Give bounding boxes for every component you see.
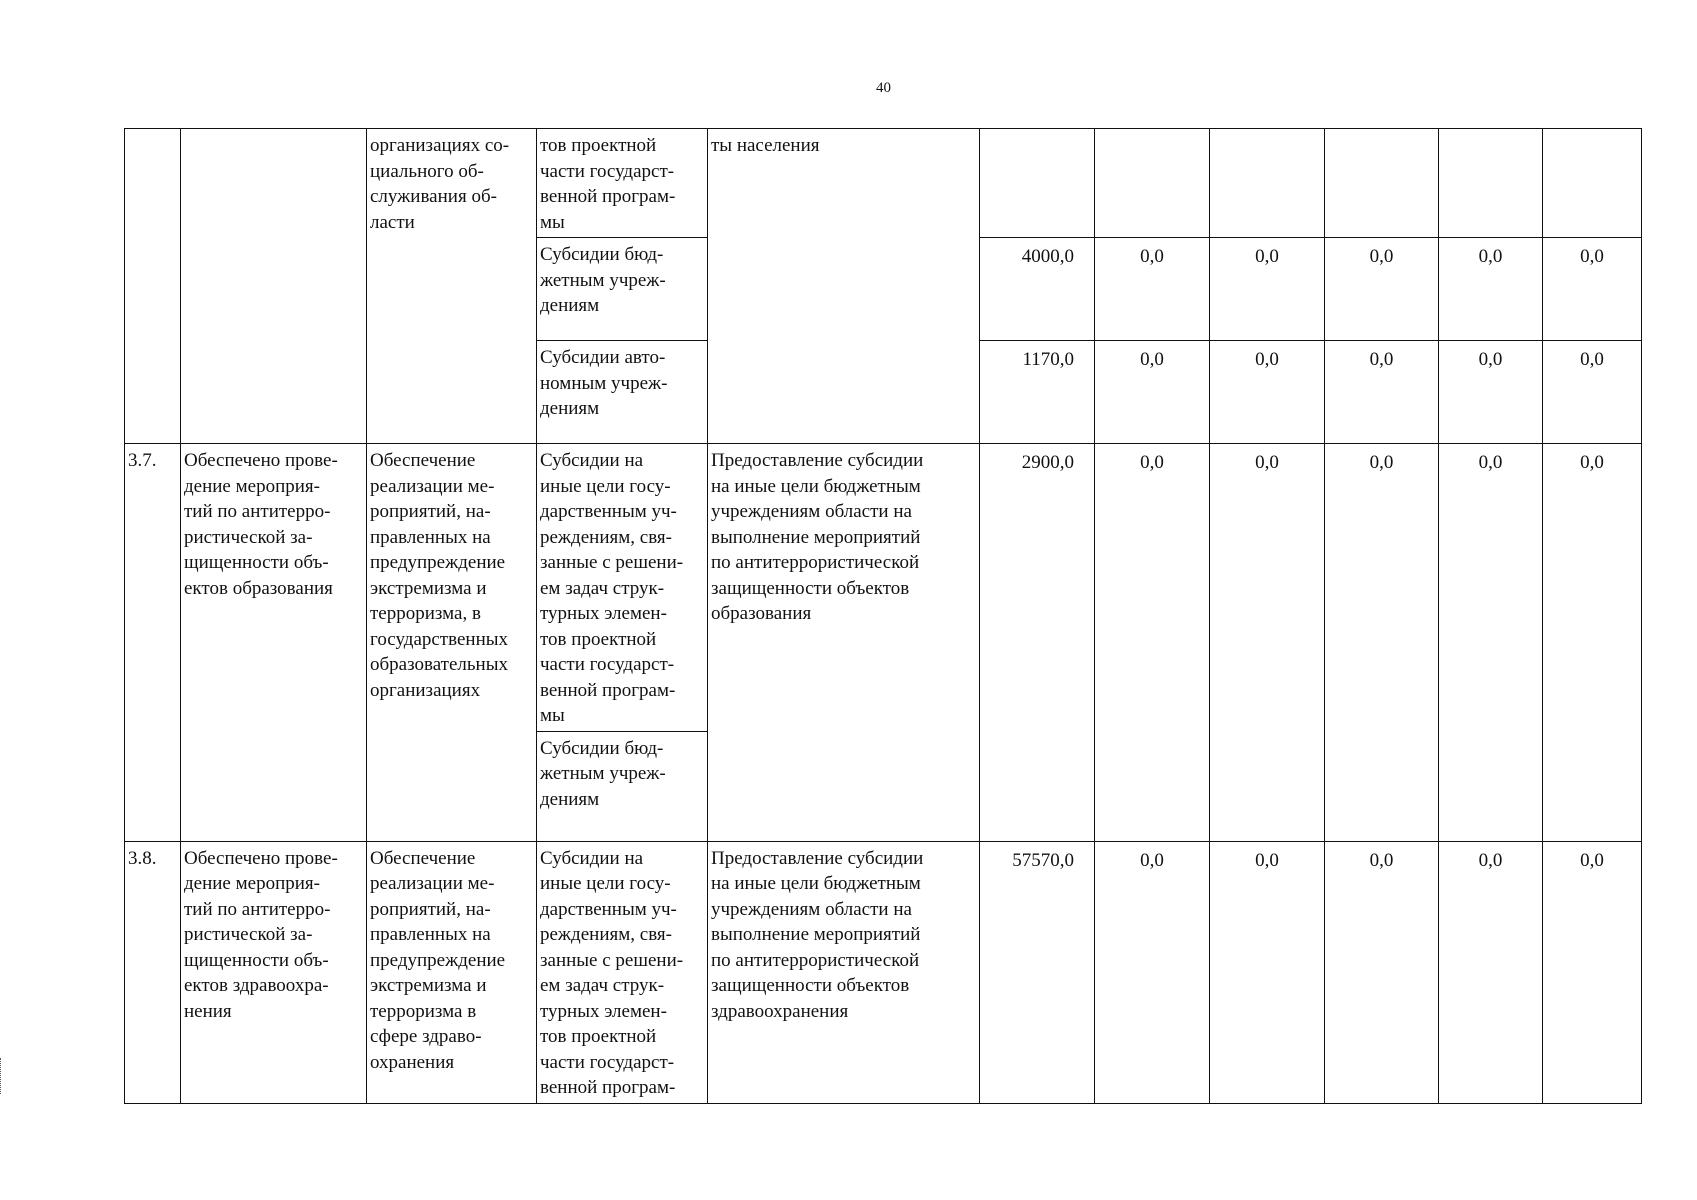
cell-description xyxy=(708,444,980,842)
cell-value-year: 0,0 xyxy=(1439,444,1543,842)
cell-value-year: 0,0 xyxy=(1543,238,1642,341)
table-row-3-7 xyxy=(125,444,1642,732)
table-row-3-8 xyxy=(125,841,1642,1103)
table-row-continuation xyxy=(125,129,1642,238)
cell-value-year: 0,0 xyxy=(1325,444,1439,842)
cell-value-year: 0,0 xyxy=(1325,238,1439,341)
cell-value-year: 0,0 xyxy=(1543,841,1642,1103)
funding-type-text: Субсидии на иные цели госу- дарственным уч- реждениям, свя- занные с решени- ем задач струк- турных элемен- тов проектной части государст- венной програм- мы xyxy=(540,450,684,726)
cell-value-year: 0,0 xyxy=(1095,238,1210,341)
description-text: Предоставление субсидии на иные цели бюджетным учреждениям области на выполнение мероприятий по антитеррористической защищенности объектов здравоохранения xyxy=(711,847,924,1022)
cell-description xyxy=(708,841,980,1103)
cell-value-year: 0,0 xyxy=(1325,341,1439,444)
cell-value-total: 57570,0 xyxy=(980,841,1095,1103)
measure-text: организациях со- циального об- служивания об- ласти xyxy=(370,135,510,233)
cell-value-empty xyxy=(1095,129,1210,238)
description-text: ты населения xyxy=(711,135,820,156)
result-text: Обеспечено прове- дение мероприя- тий по антитерро- ристической за- щищенности объ- ектов здравоохра- нения xyxy=(184,847,338,1022)
cell-value-empty xyxy=(1439,129,1543,238)
funding-type-text: Субсидии бюд- жетным учреж- дениям xyxy=(540,244,666,316)
cell-value-total: 1170,0 xyxy=(980,341,1095,444)
funding-type-text: Субсидии авто- номным учреж- дениям xyxy=(540,347,668,419)
cell-measure xyxy=(367,444,537,842)
program-measures-table xyxy=(124,128,1642,1104)
cell-funding-type xyxy=(537,129,708,238)
cell-value-year: 0,0 xyxy=(1439,341,1543,444)
scan-edge-marks xyxy=(0,1058,7,1094)
cell-value-year: 0,0 xyxy=(1095,444,1210,842)
cell-number xyxy=(125,841,181,1103)
result-text: Обеспечено прове- дение мероприя- тий по антитерро- ристической за- щищенности объ- ектов образования xyxy=(184,450,338,599)
cell-value-year: 0,0 xyxy=(1095,341,1210,444)
cell-description xyxy=(708,129,980,444)
page-number: 40 xyxy=(876,80,891,96)
description-text: Предоставление субсидии на иные цели бюджетным учреждениям области на выполнение мероприятий по антитеррористической защищенности объектов образования xyxy=(711,450,924,624)
measure-text: Обеспечение реализации ме- роприятий, на- правленных на предупреждение экстремизма и терроризма, в государственных образовательных организациях xyxy=(370,450,509,701)
cell-result xyxy=(181,444,367,842)
cell-result xyxy=(181,841,367,1103)
funding-type-text: Субсидии на иные цели госу- дарственным уч- реждениям, свя- занные с решени- ем задач струк- турных элемен- тов проектной части государст- венной програм- xyxy=(540,847,684,1098)
cell-value-year: 0,0 xyxy=(1543,341,1642,444)
cell-value-year: 0,0 xyxy=(1210,841,1325,1103)
funding-type-text: Субсидии бюд- жетным учреж- дениям xyxy=(540,737,666,810)
cell-value-empty xyxy=(1210,129,1325,238)
cell-measure xyxy=(367,841,537,1103)
cell-value-empty xyxy=(1325,129,1439,238)
cell-value-empty xyxy=(1543,129,1642,238)
cell-result xyxy=(181,129,367,444)
row-number: 3.7. xyxy=(128,450,157,471)
cell-number xyxy=(125,444,181,842)
cell-number xyxy=(125,129,181,444)
cell-value-year: 0,0 xyxy=(1439,841,1543,1103)
cell-value-year: 0,0 xyxy=(1210,341,1325,444)
cell-value-total: 2900,0 xyxy=(980,444,1095,842)
funding-type-text: тов проектной части государст- венной програм- мы xyxy=(540,135,676,233)
cell-funding-type xyxy=(537,238,708,341)
cell-funding-type xyxy=(537,341,708,444)
cell-value-year: 0,0 xyxy=(1210,444,1325,842)
cell-value-year: 0,0 xyxy=(1439,238,1543,341)
cell-value-year: 0,0 xyxy=(1325,841,1439,1103)
cell-measure xyxy=(367,129,537,444)
measure-text: Обеспечение реализации ме- роприятий, на- правленных на предупреждение экстремизма и терроризма в сфере здраво- охранения xyxy=(370,847,506,1073)
cell-funding-type xyxy=(537,731,708,841)
cell-funding-type xyxy=(537,444,708,732)
cell-value-year: 0,0 xyxy=(1543,444,1642,842)
row-number: 3.8. xyxy=(128,847,157,869)
cell-value-year: 0,0 xyxy=(1210,238,1325,341)
cell-value-total: 4000,0 xyxy=(980,238,1095,341)
cell-funding-type xyxy=(537,841,708,1103)
cell-value-year: 0,0 xyxy=(1095,841,1210,1103)
cell-value-empty xyxy=(980,129,1095,238)
